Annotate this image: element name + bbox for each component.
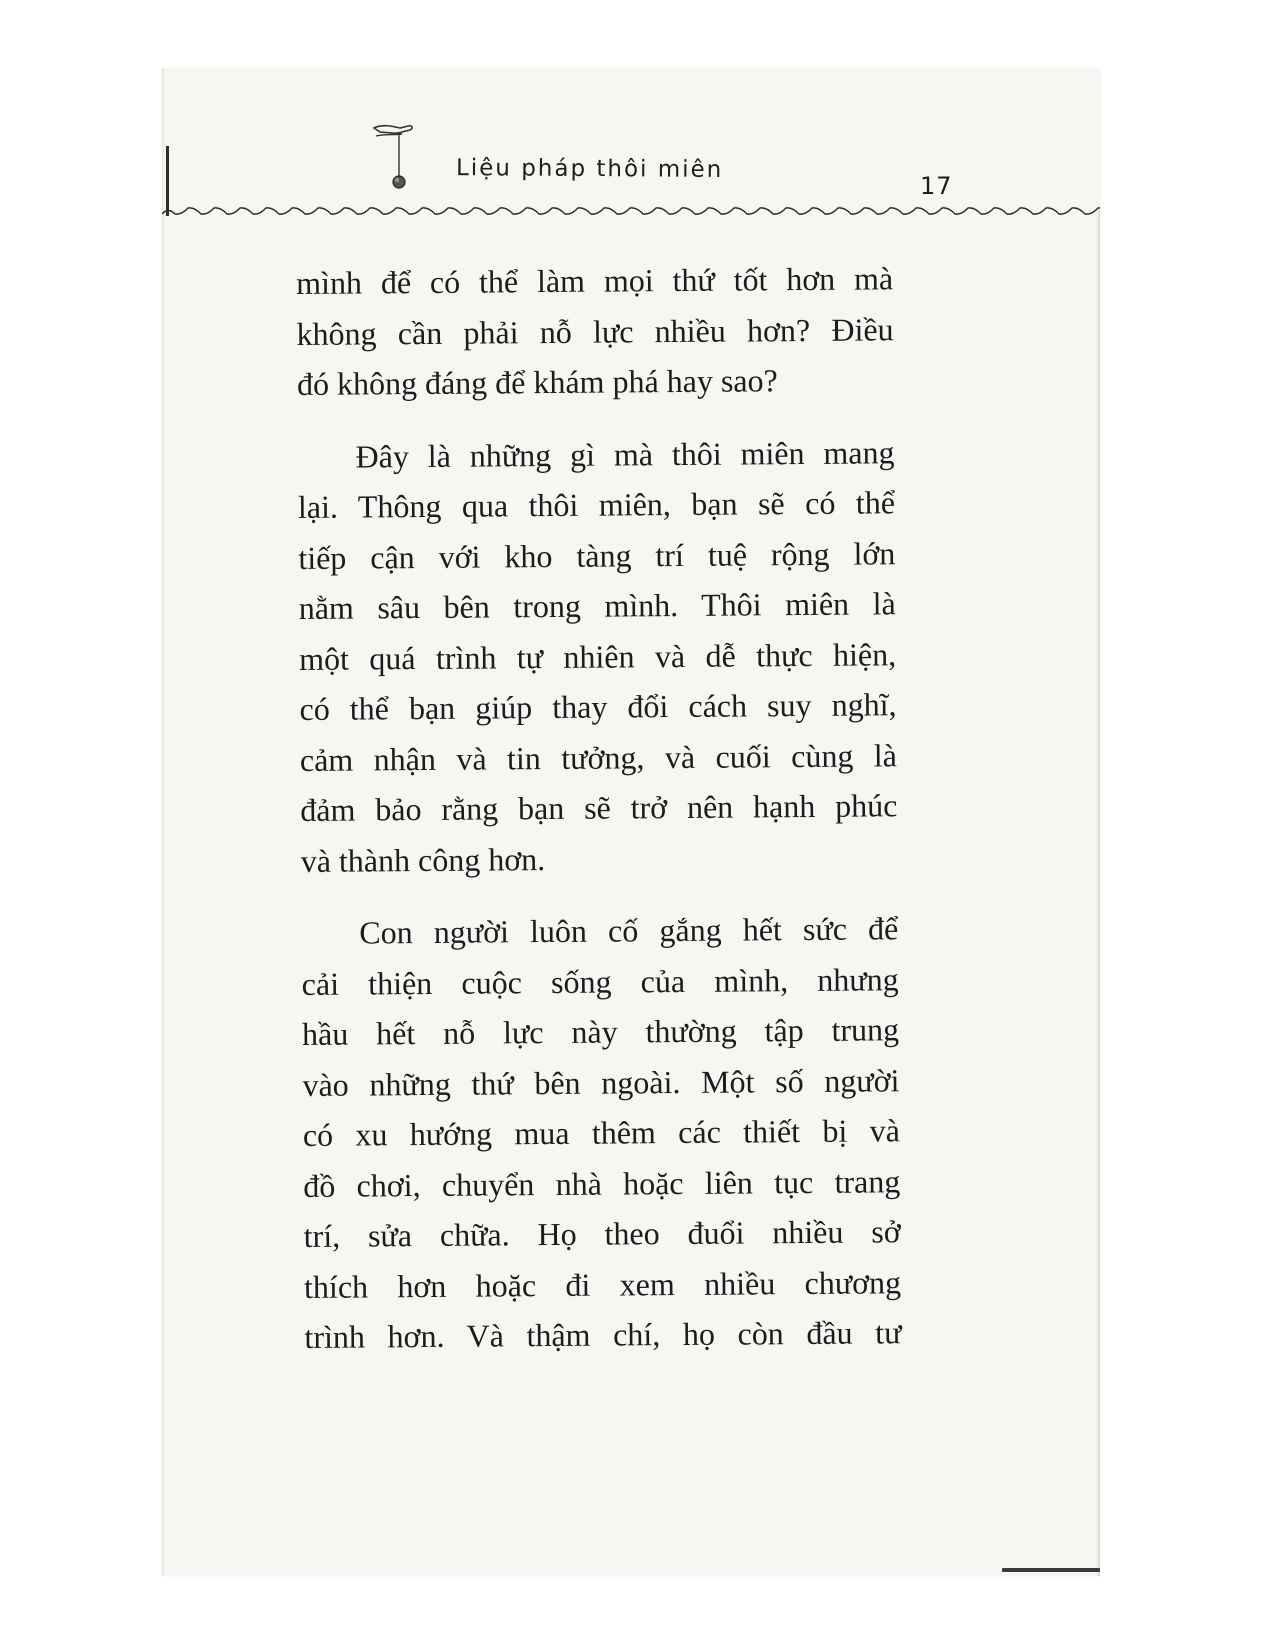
book-page <box>162 68 1100 1576</box>
text-line: đảm bảo rằng bạn sẽ trở nên hạnh phúc <box>300 787 898 828</box>
running-title: Liệu pháp thôi miên <box>455 155 724 183</box>
text-line: trí, sửa chữa. Họ theo đuổi nhiều sở <box>303 1213 901 1254</box>
page-number: 17 <box>920 172 953 200</box>
header-wavy-divider <box>162 198 1100 222</box>
paragraph-2 <box>297 427 901 886</box>
body-text <box>296 253 905 1362</box>
text-line: đó không đáng để khám phá hay sao? <box>296 362 778 402</box>
bottom-edge-rule <box>1002 1568 1100 1572</box>
page-right-edge <box>1096 208 1100 1576</box>
text-line: tiếp cận với kho tàng trí tuệ rộng lớn <box>298 534 896 576</box>
text-line: mình để có thể làm mọi thứ tốt hơn mà <box>296 260 894 301</box>
text-line: cải thiện cuộc sống của mình, nhưng <box>301 960 899 1002</box>
paragraph-3 <box>301 903 905 1362</box>
text-line: nằm sâu bên trong mình. Thôi miên là <box>298 585 896 626</box>
text-line: trình hơn. Và thậm chí, họ còn đầu tư <box>304 1314 902 1355</box>
text-line: có xu hướng mua thêm các thiết bị và <box>302 1112 901 1153</box>
pendulum-hand-icon <box>372 118 422 198</box>
text-line: lại. Thông qua thôi miên, bạn sẽ có thể <box>297 484 896 525</box>
text-line: thích hơn hoặc đi xem nhiều chương <box>303 1263 902 1305</box>
text-line: Đây là những gì mà thôi miên mang <box>355 433 895 475</box>
text-line: một quá trình tự nhiên và dễ thực hiện, <box>299 635 897 677</box>
text-line: và thành công hơn. <box>300 840 546 879</box>
text-line: không cần phải nỗ lực nhiều hơn? Điều <box>296 310 894 352</box>
page-left-edge <box>162 68 165 1576</box>
text-line: đồ chơi, chuyển nhà hoặc liên tục trang <box>303 1162 901 1204</box>
text-line: có thể bạn giúp thay đổi cách suy nghĩ, <box>299 686 897 727</box>
text-line: Con người luôn cố gắng hết sức để <box>359 910 899 951</box>
text-line: cảm nhận và tin tưởng, và cuối cùng là <box>299 736 898 778</box>
text-line: hầu hết nỗ lực này thường tập trung <box>301 1011 900 1052</box>
paragraph-1 <box>296 253 897 409</box>
text-line: vào những thứ bên ngoài. Một số người <box>302 1061 900 1103</box>
